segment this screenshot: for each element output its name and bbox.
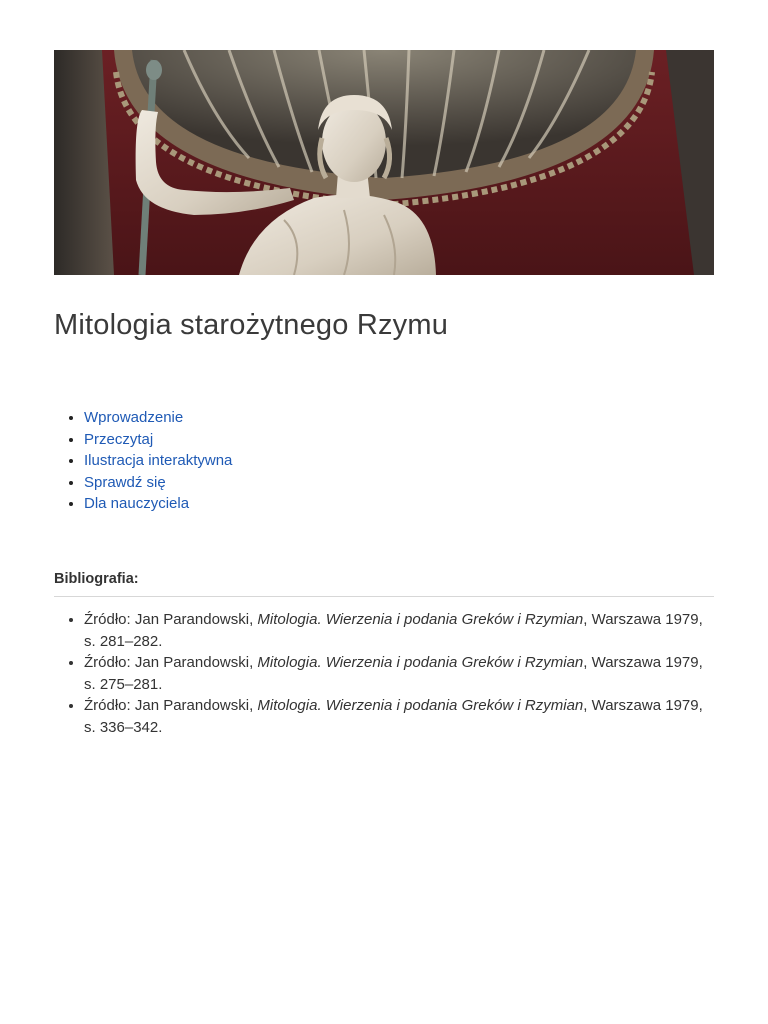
nav-link-sprawdz-sie[interactable]: Sprawdź się <box>84 473 166 491</box>
page-content <box>54 50 714 739</box>
bibliography-item <box>84 609 714 652</box>
nav-item-sprawdz <box>84 472 714 494</box>
nav-link-przeczytaj[interactable]: Przeczytaj <box>84 430 154 448</box>
nav-link-ilustracja-interaktywna[interactable]: Ilustracja interaktywna <box>84 452 233 470</box>
bibliography-item <box>84 652 714 695</box>
nav-item-nauczyciel <box>84 493 714 515</box>
bibliography-item-suffix: , Warszawa 1979, s. 275–281. <box>84 654 703 693</box>
bibliography-item-prefix: Źródło: Jan Parandowski, <box>84 697 258 715</box>
page-title: Mitologia starożytnego Rzymu <box>54 309 449 341</box>
hero-image <box>54 50 714 275</box>
bibliography-item-title: Mitologia. Wierzenia i podania Greków i Rzymian <box>257 610 584 628</box>
bibliography-item-title: Mitologia. Wierzenia i podania Greków i Rzymian <box>257 697 584 715</box>
bibliography-list <box>54 609 714 739</box>
bibliography-item-suffix: , Warszawa 1979, s. 281–282. <box>84 610 703 650</box>
bibliography-item-suffix: , Warszawa 1979, s. 336–342. <box>84 697 703 736</box>
bibliography-item-prefix: Źródło: Jan Parandowski, <box>84 610 258 628</box>
bibliography-heading: Bibliografia: <box>54 571 714 597</box>
nav-item-ilustracja <box>84 450 714 472</box>
bibliography-item <box>84 695 714 738</box>
nav-link-wprowadzenie[interactable]: Wprowadzenie <box>84 409 184 426</box>
nav-link-dla-nauczyciela[interactable]: Dla nauczyciela <box>84 495 190 513</box>
nav-item-przeczytaj <box>84 429 714 451</box>
nav-item-wprowadzenie <box>84 407 714 429</box>
bibliography-item-prefix: Źródło: Jan Parandowski, <box>84 654 258 672</box>
section-nav <box>54 407 714 515</box>
bibliography-item-title: Mitologia. Wierzenia i podania Greków i Rzymian <box>257 654 584 672</box>
